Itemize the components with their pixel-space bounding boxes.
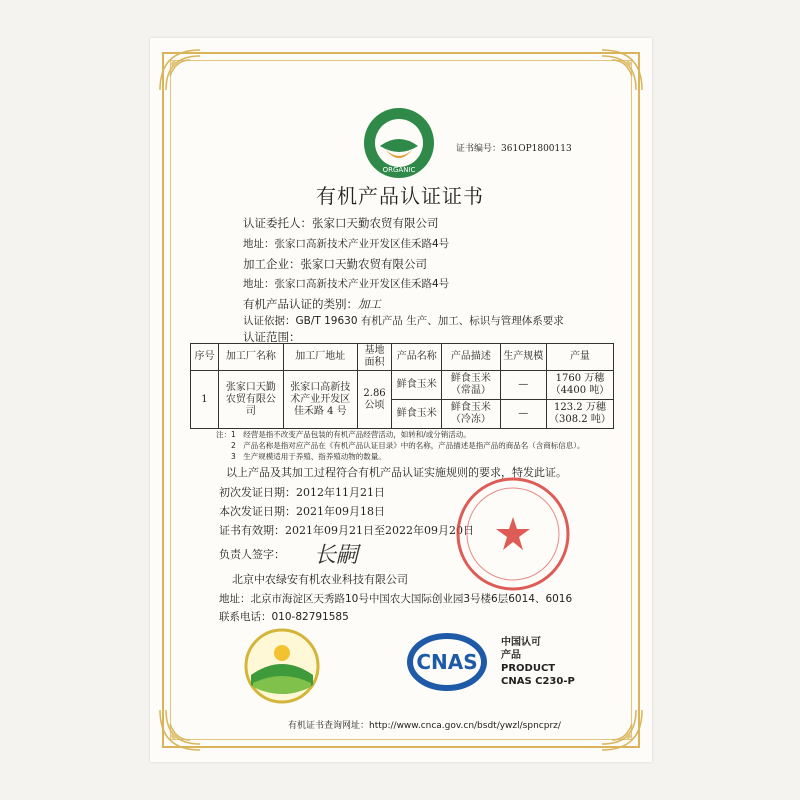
- product-scale: —: [500, 371, 546, 400]
- product-output: 1760 万穗（4400 吨）: [546, 371, 613, 400]
- note-line: 3 生产规模适用于养殖、指养殖动物的数量。: [216, 452, 386, 461]
- corner-ornament-bl: [156, 706, 204, 754]
- table-header-row: [191, 344, 614, 371]
- header-cell: 序号: [191, 344, 219, 371]
- validity-period: 证书有效期：2021年09月21日至2022年09月20日: [219, 524, 474, 537]
- issuer-address: 地址：北京市海淀区天秀路10号中国农大国际创业园3号楼6层6014、6016: [219, 593, 573, 605]
- client-line: 认证委托人：张家口天勤农贸有限公司: [243, 216, 439, 230]
- product-name: 鲜食玉米: [392, 400, 442, 429]
- scope-label: 认证范围：: [243, 330, 301, 344]
- verification-url: 有机证书查询网址：http://www.cnca.gov.cn/bsdt/ywzl/spncprz/: [288, 721, 561, 731]
- page-title: 有机产品认证证书: [316, 184, 484, 208]
- issuer-phone: 联系电话：010-82791585: [219, 611, 349, 623]
- certificate-number: 证书编号：361OP1800113: [456, 144, 572, 154]
- product-desc: 鲜食玉米（常温）: [442, 371, 500, 400]
- statement: 以上产品及其加工过程符合有机产品认证实施规则的要求，特发此证。: [226, 466, 567, 479]
- corner-ornament-br: [598, 706, 646, 754]
- note-line: 注：1 经营是指不改变产品包装的有机产品经营活动，如转和/或分销活动。: [216, 430, 471, 439]
- svg-text:ORGANIC: ORGANIC: [382, 166, 416, 174]
- product-desc: 鲜食玉米（冷冻）: [442, 400, 500, 429]
- issuer-logo-icon: [243, 627, 321, 705]
- signatory-label: 负责人签字：: [219, 548, 285, 561]
- category-line: 有机产品认证的类别：加工: [243, 297, 381, 311]
- header-cell: 基地面积: [357, 344, 391, 371]
- cnas-accreditation-text: 中国认可 产品 PRODUCT CNAS C230-P: [501, 637, 575, 687]
- signature: 长嗣: [314, 543, 359, 568]
- organic-logo-icon: [362, 106, 436, 180]
- base-area: 2.86公顷: [357, 371, 391, 429]
- header-cell: 加工厂名称: [218, 344, 283, 371]
- note-line: 2 产品名称是指对应产品在《有机产品认证目录》中的名称，产品描述是指产品的商品名（含商标信息）。: [216, 441, 585, 450]
- header-cell: 产品名称: [392, 344, 442, 371]
- header-cell: 产量: [546, 344, 613, 371]
- product-output: 123.2 万穗（308.2 吨）: [546, 400, 613, 429]
- this-issue-date: 本次发证日期：2021年09月18日: [219, 505, 385, 518]
- product-scale: —: [500, 400, 546, 429]
- processor-address-line: 地址：张家口高新技术产业开发区佳禾路4号: [243, 278, 450, 290]
- corner-ornament-tr: [598, 46, 646, 94]
- table-row: [191, 371, 614, 400]
- product-name: 鲜食玉米: [392, 371, 442, 400]
- svg-text:CNAS: CNAS: [416, 650, 478, 674]
- processor-line: 加工企业：张家口天勤农贸有限公司: [243, 257, 427, 271]
- table-notes: [216, 429, 616, 462]
- factory-address: 张家口高新技术产业开发区佳禾路 4 号: [283, 371, 357, 429]
- header-cell: 产品描述: [442, 344, 500, 371]
- scope-table: [190, 343, 614, 429]
- company-seal-icon: [454, 475, 572, 593]
- cnas-logo-icon: [402, 632, 492, 692]
- row-number: 1: [191, 371, 219, 429]
- header-cell: 加工厂地址: [283, 344, 357, 371]
- first-issue-date: 初次发证日期：2012年11月21日: [219, 486, 385, 499]
- header-cell: 生产规模: [500, 344, 546, 371]
- basis-line: 认证依据：GB/T 19630 有机产品 生产、加工、标识与管理体系要求: [243, 315, 564, 327]
- factory-name: 张家口天勤农贸有限公司: [218, 371, 283, 429]
- corner-ornament-tl: [156, 46, 204, 94]
- issuer-name: 北京中农绿安有机农业科技有限公司: [232, 573, 408, 586]
- client-address-line: 地址：张家口高新技术产业开发区佳禾路4号: [243, 238, 450, 250]
